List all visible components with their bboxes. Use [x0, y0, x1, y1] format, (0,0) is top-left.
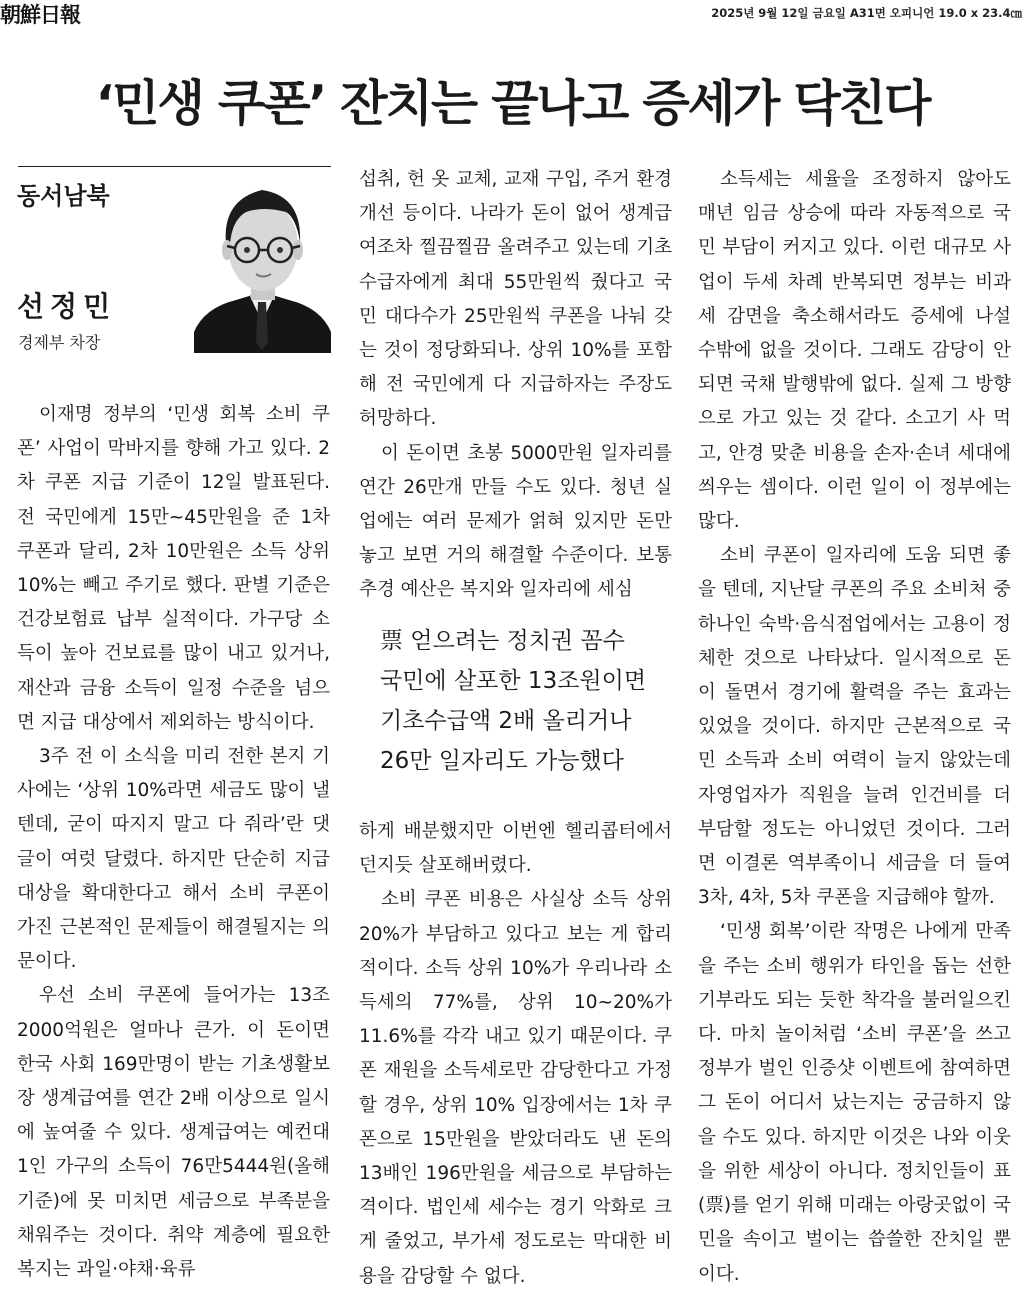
paragraph: 이재명 정부의 ‘민생 회복 소비 쿠폰’ 사업이 막바지를 향해 가고 있다. 2차 쿠폰 지급 기준이 12일 발표된다. 전 국민에게 15만~45만원을 준 1차 쿠폰과 달리, 2차 10만원은 소득 상위 10%는 빼고 주기로 했다. 판별 기준은 건강보험료 납부 실적이다. 가구당 소득이 높아 건보료를 많이 내고 있거나, 재산과 금융 소득이 일정 수준을 넘으면 지급 대상에서 제외하는 방식이다. — [17, 404, 330, 733]
column-name: 동서남북 — [17, 182, 110, 210]
masthead — [0, 0, 1025, 26]
article-column-3 — [698, 163, 1011, 1292]
pull-quote-line: 票 얻으려는 정치권 꼼수 — [380, 628, 625, 654]
paragraph: 이 돈이면 초봉 5000만원 일자리를 연간 26만개 만들 수도 있다. 청년 실업에는 여러 문제가 얽혀 있지만 돈만 놓고 보면 거의 해결할 수준이다. 보통 추경 예산은 복지와 일자리에 세심 — [359, 442, 672, 601]
article-column-1 — [17, 398, 330, 1287]
paragraph: 섭취, 헌 옷 교체, 교재 구입, 주거 환경 개선 등이다. 나라가 돈이 없어 생계급여조차 찔끔찔끔 올려주고 있는데 기초수급자에게 최대 55만원씩 줬다고 국민 대다수가 25만원씩 쿠폰을 나눠 갖는 것이 정당화되나. 상위 10%를 포함해 전 국민에게 다 지급하자는 주장도 허망하다. — [359, 169, 672, 430]
paragraph: 3주 전 이 소식을 미리 전한 본지 기사에는 ‘상위 10%라면 세금도 많이 낼 텐데, 굳이 따지지 말고 다 줘라’란 댓글이 여럿 달렸다. 하지만 단순히 지급 대상을 확대한다고 해서 소비 쿠폰이 가진 근본적인 문제들이 해결될지는 의문이다. — [17, 746, 330, 973]
newspaper-logo: 朝鮮日報 — [0, 2, 80, 27]
column-rule — [18, 166, 331, 167]
pull-quote-line: 26만 일자리도 가능했다 — [380, 748, 624, 774]
paragraph: 소비 쿠폰 비용은 사실상 소득 상위 20%가 부담하고 있다고 보는 게 합리적이다. 소득 상위 10%가 우리나라 소득세의 77%를, 상위 10~20%가 11.6%를 각각 내고 있기 때문이다. 쿠폰 재원을 소득세로만 감당한다고 가정할 경우, 상위 10% 입장에서는 1차 쿠폰으로 15만원을 받았더라도 낸 돈의 13배인 196만원을 세금으로 부담하는 격이다. 법인세 세수는 경기 악화로 크게 줄었고, 부가세 정도로는 막대한 비용을 감당할 수 없다. — [359, 889, 672, 1287]
author-title: 경제부 차장 — [18, 333, 101, 352]
paragraph: 소비 쿠폰이 일자리에 도움 되면 좋을 텐데, 지난달 쿠폰의 주요 소비처 중 하나인 숙박·음식점업에서는 고용이 정체한 것으로 나타났다. 일시적으로 돈이 돌면서 경기에 활력을 주는 효과는 있었을 것이다. 하지만 근본적으로 국민 소득과 소비 여력이 늘지 않았는데 자영업자가 직원을 늘려 인건비를 더 부담할 정도는 아니었던 것이다. 그러면 이결론 역부족이니 세금을 더 들여 3차, 4차, 5차 쿠폰을 지급해야 할까. — [698, 545, 1011, 909]
pull-quote-line: 기초수급액 2배 올리거나 — [380, 708, 632, 734]
paragraph: 하게 배분했지만 이번엔 헬리콥터에서 던지듯 살포해버렸다. — [359, 821, 672, 877]
paragraph: 우선 소비 쿠폰에 들어가는 13조 2000억원은 얼마나 큰가. 이 돈이면 한국 사회 169만명이 받는 기초생활보장 생계급여를 연간 2배 이상으로 일시에 높여줄 수 있다. 생계급여는 예컨대 1인 가구의 소득이 76만5444원(올해 기준)에 못 미치면 세금으로 부족분을 채워주는 것이다. 취약 계층에 필요한 복지는 과일·야채·육류 — [17, 985, 330, 1281]
article-column-2-bottom — [359, 815, 672, 1294]
article-column-2-top — [359, 163, 672, 608]
paragraph: 소득세는 세율을 조정하지 않아도 매년 임금 상승에 따라 자동적으로 국민 부담이 커지고 있다. 이런 대규모 사업이 두세 차례 반복되면 정부는 비과세 감면을 축소해서라도 증세에 나설 수밖에 없을 것이다. 그래도 감당이 안 되면 국채 발행밖에 없다. 실제 그 방향으로 가고 있는 것 같다. 소고기 사 먹고, 안경 맞춘 비용을 손자·손녀 세대에 씌우는 셈이다. 이런 일이 이 정부에는 많다. — [698, 169, 1011, 533]
author-photo — [194, 182, 331, 353]
headline: ‘민생 쿠폰’ 잔치는 끝나고 증세가 닥친다 — [95, 74, 930, 132]
pull-quote — [380, 621, 670, 781]
publication-meta: 2025년 9월 12일 금요일 A31면 오피니언 19.0 x 23.4㎝ — [711, 6, 1022, 20]
paragraph: ‘민생 회복’이란 작명은 나에게 만족을 주는 소비 행위가 타인을 돕는 선한 기부라도 되는 듯한 착각을 불러일으킨다. 마치 놀이처럼 ‘소비 쿠폰’을 쓰고 정부가 벌인 인증샷 이벤트에 참여하면 그 돈이 어디서 났는지는 궁금하지 않을 수도 있다. 하지만 이것은 나와 이웃을 위한 세상이 아니다. 정치인들이 표(票)를 얻기 위해 미래는 아랑곳없이 국민을 속이고 벌이는 씁쓸한 잔치일 뿐이다. — [698, 921, 1011, 1285]
pull-quote-line: 국민에 살포한 13조원이면 — [380, 668, 647, 694]
author-name: 선정민 — [17, 290, 117, 323]
